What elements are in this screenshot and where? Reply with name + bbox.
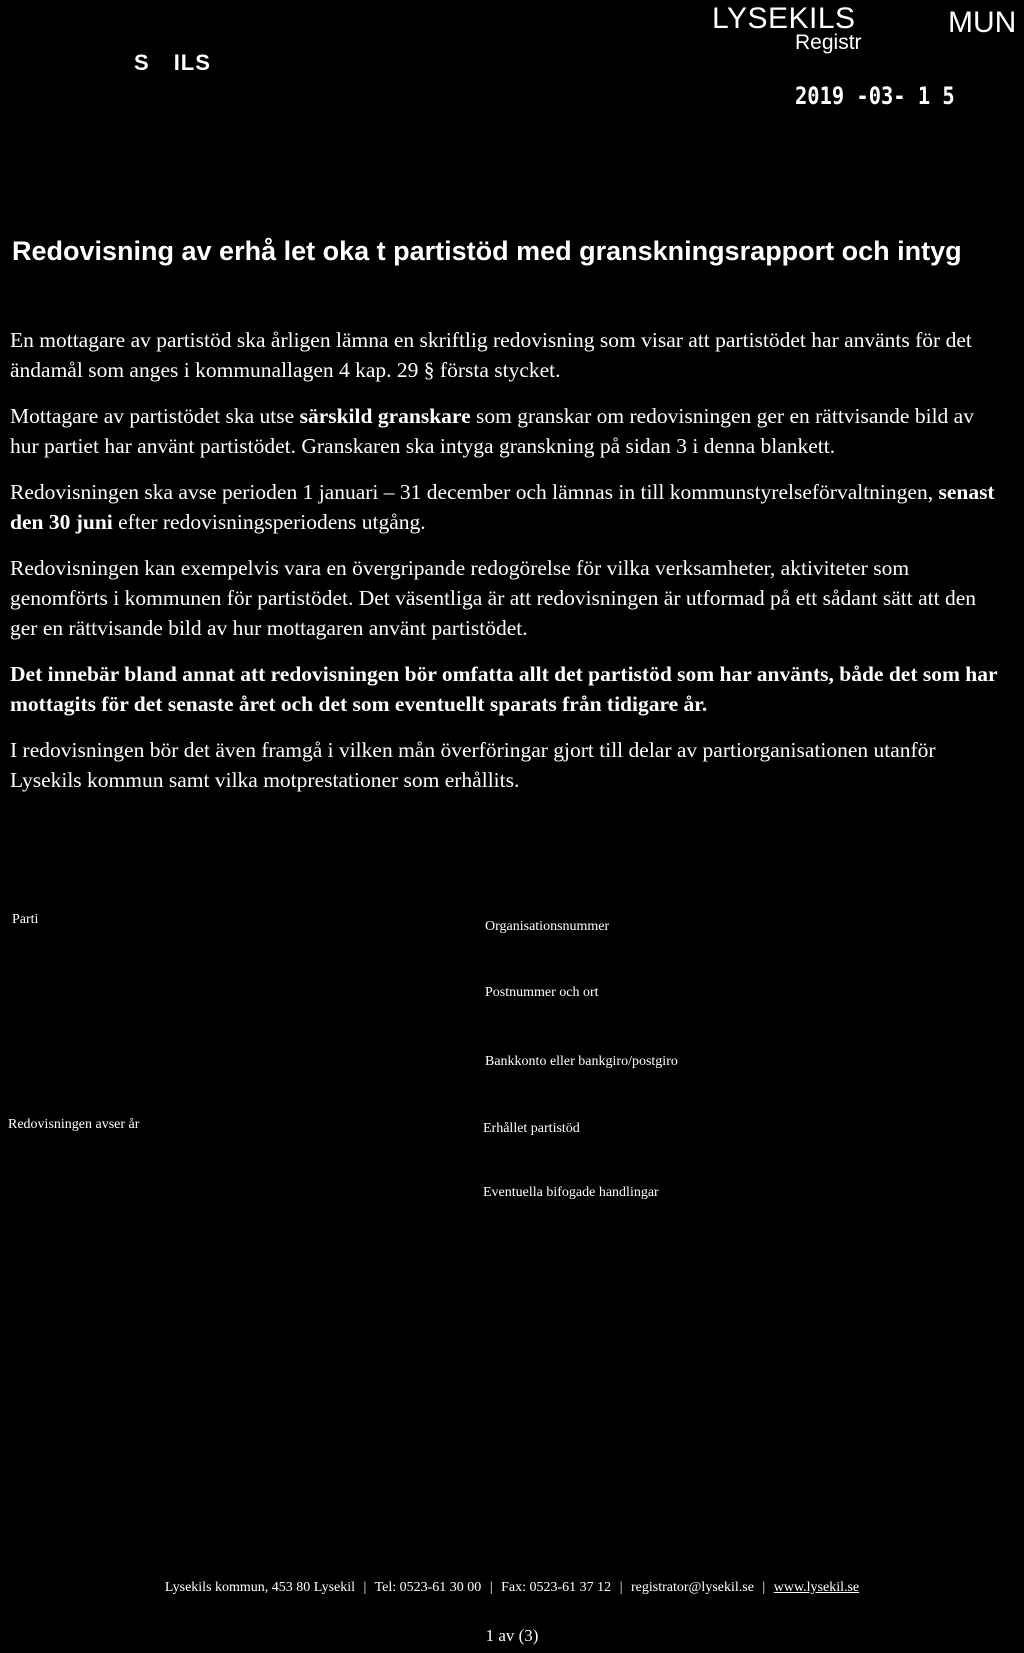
- paragraph-2-emphasis: särskild granskare: [299, 404, 471, 428]
- field-label-bifogade-handlingar: Eventuella bifogade handlingar: [483, 1185, 659, 1200]
- footer-email: registrator@lysekil.se: [631, 1580, 754, 1595]
- stamp-suffix: MUN: [948, 6, 1017, 39]
- page-footer: [0, 1580, 1024, 1596]
- footer-separator: |: [762, 1580, 766, 1595]
- logo-text-right: ILS: [173, 50, 211, 75]
- paragraph-1: En mottagare av partistöd ska årligen lämna en skriftlig redovisning som visar att partistödet har använts för det ändamål som anges i kommunallagen 4 kap. 29 § första stycket.: [10, 328, 972, 382]
- field-label-redovisningen-ar: Redovisningen avser år: [8, 1117, 140, 1132]
- stamp-subtitle: Registr: [795, 31, 862, 54]
- paragraph-3-text-b: efter redovisningsperiodens utgång.: [112, 510, 426, 534]
- stamp-date: 2019 -03- 1 5: [795, 82, 955, 110]
- page-number: 1 av (3): [485, 1626, 539, 1645]
- logo-text-left: S: [134, 50, 150, 75]
- footer-tel: Tel: 0523-61 30 00: [374, 1580, 482, 1595]
- field-label-parti: Parti: [12, 912, 39, 927]
- field-label-bankkonto: Bankkonto eller bankgiro/postgiro: [485, 1054, 678, 1069]
- paragraph-3-text-a: Redovisningen ska avse perioden 1 januari – 31 december och lämnas in till kommunstyrelseförvaltningen,: [10, 480, 939, 504]
- paragraph-2: [10, 401, 1000, 461]
- footer-separator: |: [619, 1580, 623, 1595]
- footer-separator: |: [363, 1580, 367, 1595]
- paragraph-2-text-b: som granskar om redovisningen ger en rättvisande bild av hur partiet har använt partistödet. Granskaren ska intyga granskning på sidan 3 i denna blankett.: [10, 404, 974, 458]
- footer-fax: Fax: 0523-61 37 12: [501, 1580, 612, 1595]
- document-title: Redovisning av erhå let oka t partistöd med granskningsrapport och intyg: [12, 236, 962, 266]
- footer-address: Lysekils kommun, 453 80 Lysekil: [164, 1580, 356, 1595]
- field-label-organisationsnummer: Organisationsnummer: [485, 919, 610, 934]
- paragraph-4: Redovisningen kan exempelvis vara en övergripande redogörelse för vilka verksamheter, aktiviteter som genomförts i kommunen för partistödet. Det väsentliga är att redovisningen är utformad på ett sådant sätt att den ger en rättvisande bild av hur mottagaren använt partistödet.: [10, 556, 977, 640]
- footer-separator: |: [489, 1580, 493, 1595]
- document-body: [10, 325, 1000, 811]
- field-label-postnummer-ort: Postnummer och ort: [485, 985, 599, 1000]
- paragraph-3: [10, 477, 1000, 537]
- paragraph-6: I redovisningen bör det även framgå i vilken mån överföringar gjort till delar av partiorganisationen utanför Lysekils kommun samt vilka motprestationer som erhållits.: [10, 738, 936, 792]
- paragraph-5: Det innebär bland annat att redovisningen bör omfatta allt det partistöd som har använts, både det som har mottagits för det senaste året och det som eventuellt sparats från tidigare år.: [10, 662, 998, 716]
- municipality-logo: [134, 50, 211, 76]
- paragraph-2-text-a: Mottagare av partistödet ska utse: [10, 404, 300, 428]
- field-label-erhallet-partistod: Erhållet partistöd: [483, 1121, 580, 1136]
- stamp-title: LYSEKILS: [712, 2, 856, 35]
- footer-website-link[interactable]: www.lysekil.se: [773, 1580, 860, 1595]
- paragraph-3-emphasis: senast den 30 juni: [10, 480, 995, 534]
